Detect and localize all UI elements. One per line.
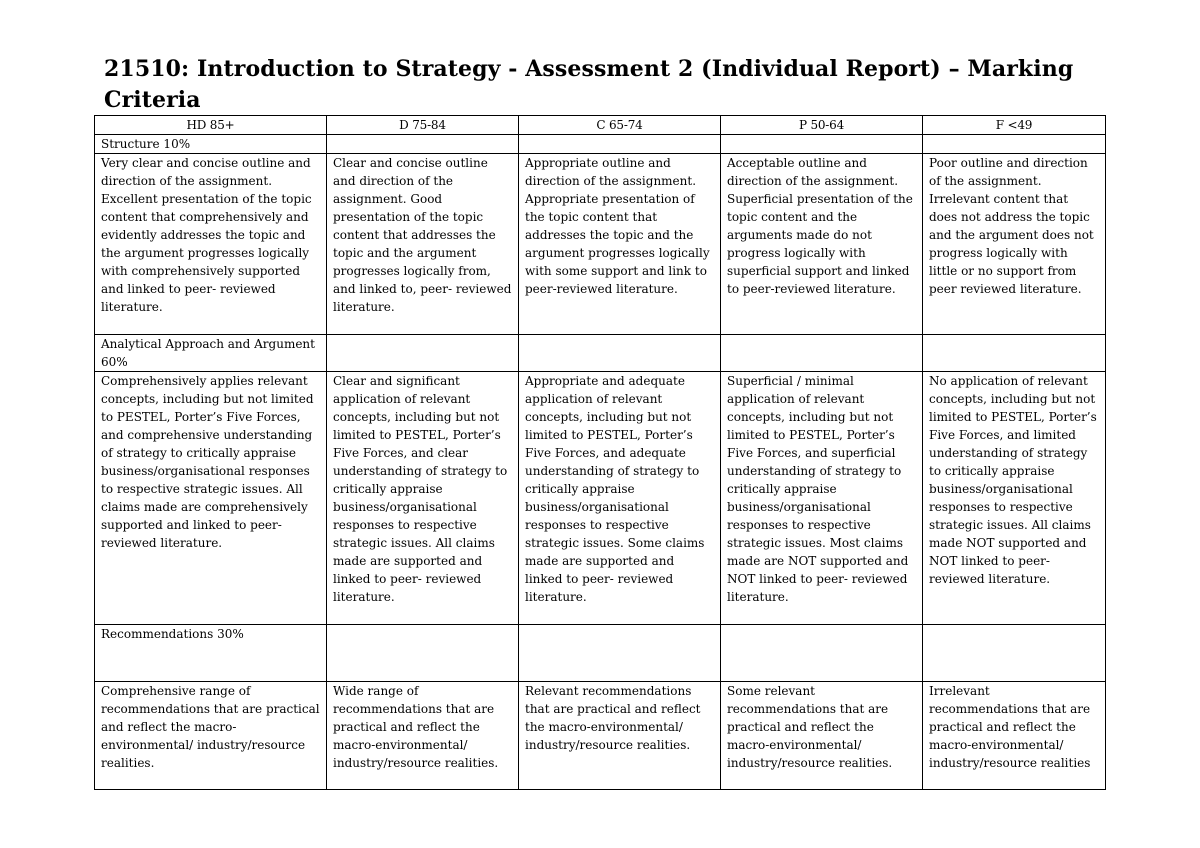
section-row-recommendations (95, 625, 1106, 682)
criteria-cell-d: Clear and significant application of relevant concepts, including but not limited to PESTEL, Porter’s Five Forces, and clear understanding of strategy to critically appraise business/organisational responses to respective strategic issues. All claims made are supported and linked to peer- reviewed literature. (327, 372, 519, 625)
empty-cell (519, 135, 721, 154)
criteria-cell-hd: Very clear and concise outline and direction of the assignment. Excellent presentation of the topic content that comprehensively and evidently addresses the topic and the argument progresses logically with comprehensively supported and linked to peer- reviewed literature. (95, 154, 327, 335)
empty-cell (519, 625, 721, 682)
grade-header-c: C 65-74 (519, 116, 721, 135)
criteria-row-analytical-approach (95, 372, 1106, 625)
empty-cell (327, 335, 519, 372)
marking-criteria-table (94, 115, 1106, 790)
criteria-cell-f: No application of relevant concepts, including but not limited to PESTEL, Porter’s Five Forces, and limited understanding of strategy to critically appraise business/organisational responses to respective strategic issues. All claims made NOT supported and NOT linked to peer- reviewed literature. (923, 372, 1106, 625)
criteria-cell-hd: Comprehensively applies relevant concepts, including but not limited to PESTEL, Porter’s Five Forces, and comprehensive understanding of strategy to critically appraise business/organisational responses to respective strategic issues. All claims made are comprehensively supported and linked to peer- reviewed literature. (95, 372, 327, 625)
criteria-cell-c: Relevant recommendations that are practical and reflect the macro-environmental/ industry/resource realities. (519, 682, 721, 790)
criteria-row-recommendations (95, 682, 1106, 790)
grade-header-d: D 75-84 (327, 116, 519, 135)
grade-header-p: P 50-64 (721, 116, 923, 135)
criteria-row-structure (95, 154, 1106, 335)
empty-cell (923, 625, 1106, 682)
criteria-cell-d: Wide range of recommendations that are practical and reflect the macro-environmental/ industry/resource realities. (327, 682, 519, 790)
section-heading-structure: Structure 10% (95, 135, 327, 154)
criteria-cell-d: Clear and concise outline and direction of the assignment. Good presentation of the topic content that addresses the topic and the argument progresses logically from, and linked to, peer- reviewed literature. (327, 154, 519, 335)
criteria-cell-p: Acceptable outline and direction of the assignment. Superficial presentation of the topic content and the arguments made do not progress logically with superficial support and linked to peer-reviewed literature. (721, 154, 923, 335)
document-title: 21510: Introduction to Strategy - Assessment 2 (Individual Report) – Marking Criteria (104, 56, 1074, 113)
section-row-structure (95, 135, 1106, 154)
grade-header-f: F <49 (923, 116, 1106, 135)
section-heading-analytical-approach: Analytical Approach and Argument 60% (95, 335, 327, 372)
grade-header-row (95, 116, 1106, 135)
criteria-cell-f: Poor outline and direction of the assignment. Irrelevant content that does not address the topic and the argument does not progress logically with little or no support from peer reviewed literature. (923, 154, 1106, 335)
section-row-analytical-approach (95, 335, 1106, 372)
criteria-cell-hd: Comprehensive range of recommendations that are practical and reflect the macro-environmental/ industry/resource realities. (95, 682, 327, 790)
criteria-cell-p: Superficial / minimal application of relevant concepts, including but not limited to PESTEL, Porter’s Five Forces, and superficial understanding of strategy to critically appraise business/organisational responses to respective strategic issues. Most claims made are NOT supported and NOT linked to peer- reviewed literature. (721, 372, 923, 625)
criteria-cell-f: Irrelevant recommendations that are practical and reflect the macro-environmental/ industry/resource realities (923, 682, 1106, 790)
criteria-cell-p: Some relevant recommendations that are practical and reflect the macro-environmental/ industry/resource realities. (721, 682, 923, 790)
empty-cell (923, 335, 1106, 372)
criteria-cell-c: Appropriate outline and direction of the assignment. Appropriate presentation of the topic content that addresses the topic and the argument progresses logically with some support and link to peer-reviewed literature. (519, 154, 721, 335)
empty-cell (327, 135, 519, 154)
empty-cell (923, 135, 1106, 154)
empty-cell (721, 625, 923, 682)
empty-cell (721, 135, 923, 154)
section-heading-recommendations: Recommendations 30% (95, 625, 327, 682)
empty-cell (327, 625, 519, 682)
empty-cell (519, 335, 721, 372)
criteria-cell-c: Appropriate and adequate application of relevant concepts, including but not limited to PESTEL, Porter’s Five Forces, and adequate understanding of strategy to critically appraise business/organisational responses to respective strategic issues. Some claims made are supported and linked to peer- reviewed literature. (519, 372, 721, 625)
grade-header-hd: HD 85+ (95, 116, 327, 135)
empty-cell (721, 335, 923, 372)
